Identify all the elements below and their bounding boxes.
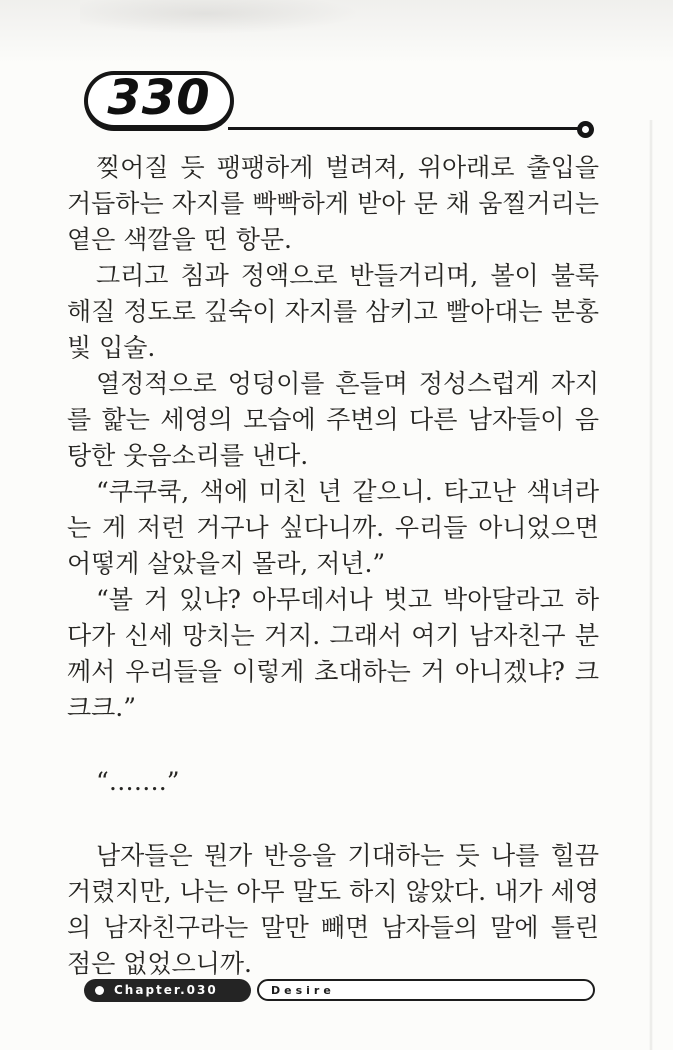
paragraph-narration: 열정적으로 엉덩이를 흔들며 정성스럽게 자지를 핥는 세영의 모습에 주변의 다른 남자들이 음탕한 웃음소리를 낸다. [67, 369, 599, 470]
paragraph-narration: 남자들은 뭔가 반응을 기대하는 듯 나를 힐끔거렸지만, 나는 아무 말도 하지 않았다. 내가 세영의 남자친구라는 말만 빼면 남자들의 말에 틀린 점은 없었으니까. [67, 841, 599, 978]
paragraph-dialogue: “볼 거 있냐? 아무데서나 벗고 박아달라고 하다가 신세 망치는 거지. 그래서 여기 남자친구 분께서 우리들을 이렇게 초대하는 거 아니겠냐? 크크크.” [67, 585, 599, 722]
series-label: Desire [271, 983, 335, 997]
page-number: 330 [107, 70, 211, 126]
chapter-badge [84, 979, 251, 1002]
chapter-label: Chapter.030 [114, 982, 218, 997]
header-rule-end-dot-icon [577, 121, 594, 138]
scan-artifact-top-shadow [0, 0, 673, 64]
scan-artifact-smudge [80, 0, 360, 34]
bullet-dot-icon [95, 986, 104, 995]
paragraph-narration: 그리고 침과 정액으로 반들거리며, 볼이 불룩해질 정도로 깊숙이 자지를 삼키고 빨아대는 분홍빛 입술. [67, 261, 599, 362]
scan-artifact-page-edge [649, 120, 653, 1050]
paragraph-narration: 찢어질 듯 팽팽하게 벌려져, 위아래로 출입을 거듭하는 자지를 빡빡하게 받아 문 채 움찔거리는 옅은 색깔을 띤 항문. [67, 153, 599, 254]
series-badge [257, 979, 595, 1001]
body-text [67, 150, 599, 982]
paragraph-dialogue: “쿠쿠쿡, 색에 미친 년 같으니. 타고난 색녀라는 게 저런 거구나 싶다니까. 우리들 아니었으면 어떻게 살았을지 몰라, 저년.” [67, 477, 599, 578]
paragraph-dialogue: “…….” [96, 767, 180, 796]
page-number-badge [84, 71, 234, 131]
header-rule [228, 127, 580, 130]
